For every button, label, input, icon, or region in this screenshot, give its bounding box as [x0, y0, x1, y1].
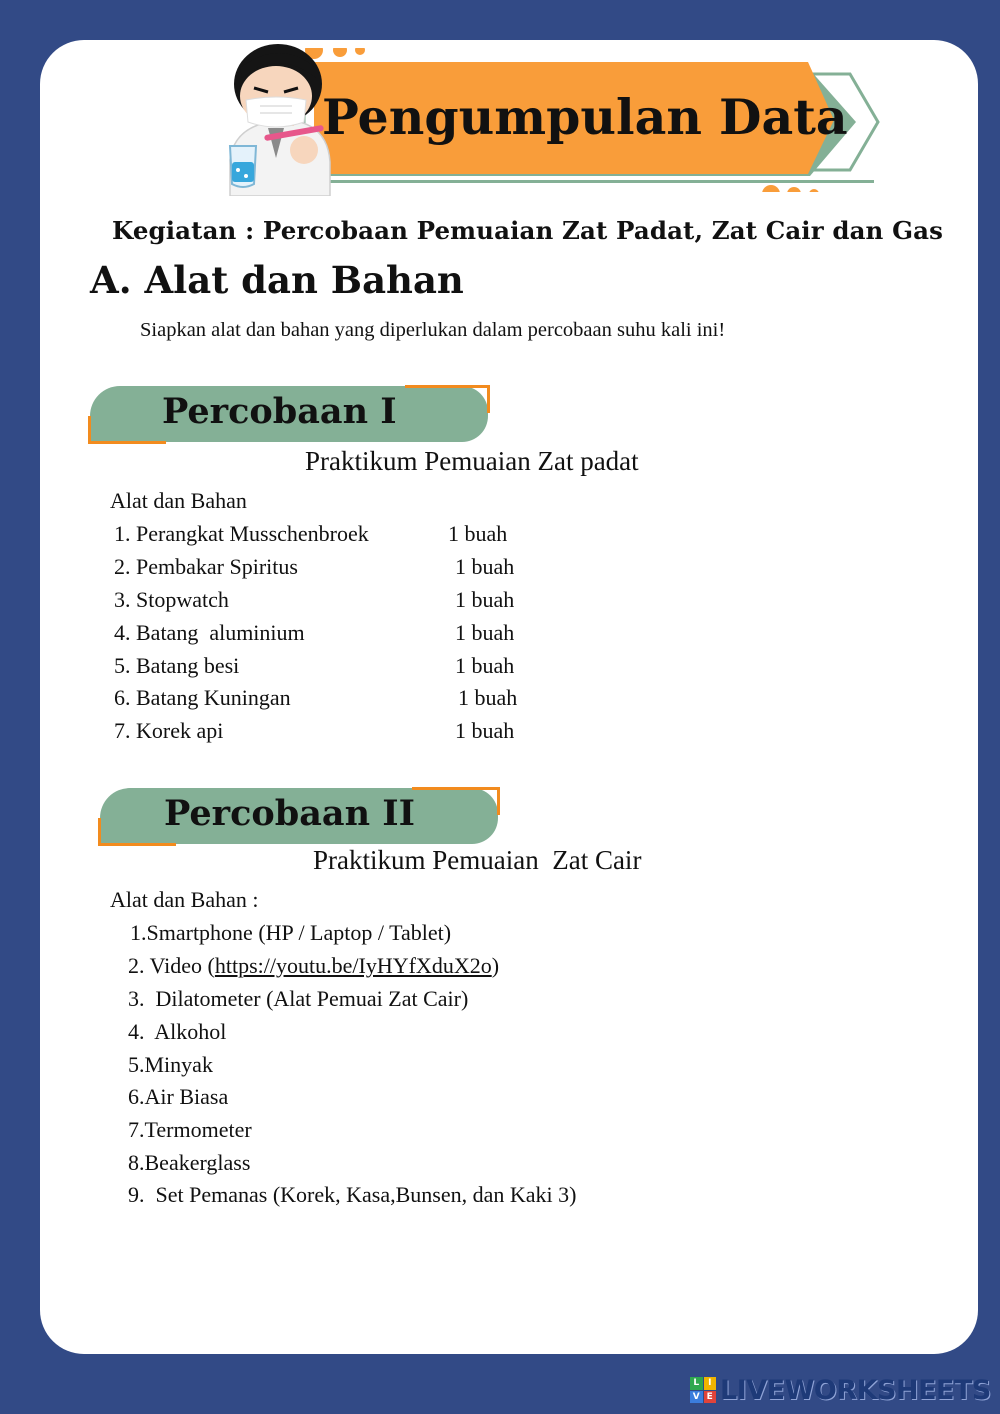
list-item: 3. Dilatometer (Alat Pemuai Zat Cair): [128, 986, 469, 1011]
section-heading: A. Alat dan Bahan: [90, 258, 464, 302]
item-quantity: 1 buah: [455, 554, 515, 579]
item-quantity: 1 buah: [448, 521, 508, 546]
list-item: 5. Batang besi: [114, 653, 240, 678]
item-quantity: 1 buah: [455, 620, 515, 645]
list-item: 6. Batang Kuningan: [114, 685, 291, 710]
experiment-1-heading: Praktikum Pemuaian Zat padat: [305, 446, 639, 476]
list-item: 5.Minyak: [128, 1052, 213, 1077]
experiment-2-tag: [100, 788, 500, 848]
page-title: Pengumpulan Data: [322, 88, 848, 146]
brand-name: LIVEWORKSHEETS: [720, 1374, 991, 1406]
experiment-2-title: Percobaan II: [164, 793, 415, 834]
list-item: 7.Termometer: [128, 1117, 252, 1142]
experiment-1-tag: [90, 386, 490, 446]
list-item: 1.Smartphone (HP / Laptop / Tablet): [130, 920, 452, 945]
video-link[interactable]: https://youtu.be/IyHYfXduX2o: [214, 953, 492, 978]
experiment-1-title: Percobaan I: [162, 391, 397, 432]
item-quantity: 1 buah: [458, 685, 518, 710]
item-quantity: 1 buah: [455, 653, 515, 678]
liveworksheets-logo[interactable]: [690, 1374, 991, 1406]
activity-subtitle: Kegiatan : Percobaan Pemuaian Zat Padat, Zat Cair dan Gas: [112, 216, 943, 245]
experiment-2-heading: Praktikum Pemuaian Zat Cair: [313, 845, 642, 875]
list-item: 1. Perangkat Musschenbroek: [114, 521, 369, 546]
list-item: 2. Video (https://youtu.be/IyHYfXduX2o): [128, 953, 500, 978]
list-item: 6.Air Biasa: [128, 1084, 229, 1109]
list-item: 2. Pembakar Spiritus: [114, 554, 298, 579]
list-item: 3. Stopwatch: [114, 587, 229, 612]
liveworksheets-icon: L I V E: [690, 1377, 716, 1403]
item-quantity: 1 buah: [455, 587, 515, 612]
list-item: 9. Set Pemanas (Korek, Kasa,Bunsen, dan Kaki 3): [128, 1182, 577, 1207]
list-item: 7. Korek api: [114, 718, 224, 743]
list-item: 8.Beakerglass: [128, 1150, 251, 1175]
experiment-2-list-label: Alat dan Bahan :: [110, 887, 259, 912]
experiment-1-list-label: Alat dan Bahan: [110, 488, 247, 513]
instruction-text: Siapkan alat dan bahan yang diperlukan dalam percobaan suhu kali ini!: [140, 319, 726, 341]
item-quantity: 1 buah: [455, 718, 515, 743]
list-item: 4. Batang aluminium: [114, 620, 305, 645]
list-item: 4. Alkohol: [128, 1019, 227, 1044]
